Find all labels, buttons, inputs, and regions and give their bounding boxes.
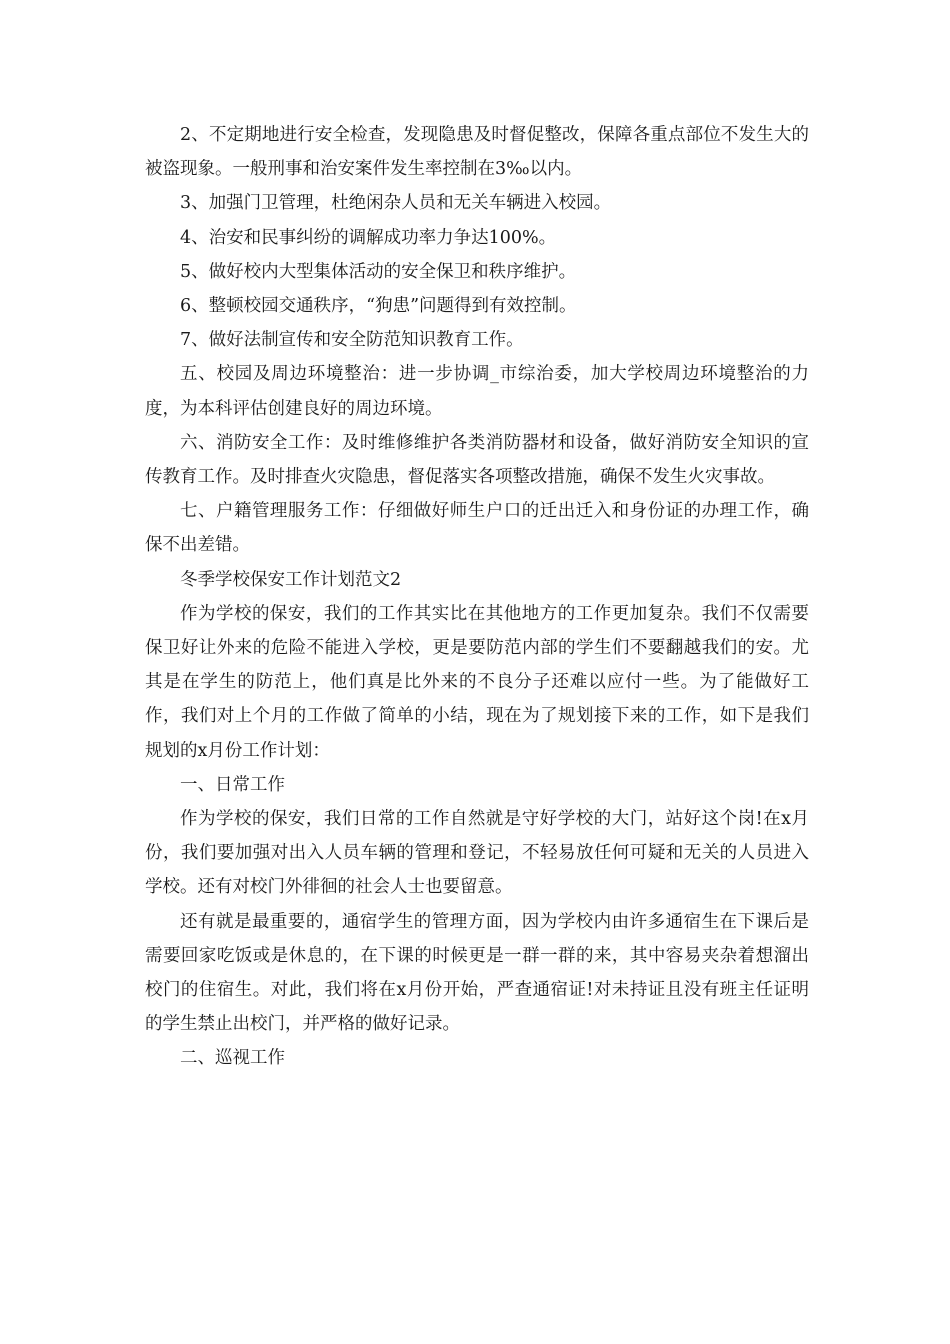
paragraph-intro: 作为学校的保安，我们的工作其实比在其他地方的工作更加复杂。我们不仅需要保卫好让外来的危险不能进入学校，更是要防范内部的学生们不要翻越我们的安。尤其是在学生的防范上，他们真是比外来的不良分子还难以应付一些。为了能做好工作，我们对上个月的工作做了简单的小结，现在为了规划接下来的工作，如下是我们规划的x月份工作计划： [145,603,809,761]
paragraph-item-4: 4、治安和民事纠纷的调解成功率力争达100%。 [180,227,557,248]
paragraph-section-6: 六、消防安全工作：及时维修维护各类消防器材和设备，做好消防安全知识的宣传教育工作。及时排查火灾隐患，督促落实各项整改措施，确保不发生火灾事故。 [145,432,809,488]
heading-daily-work: 一、日常工作 [180,774,285,795]
paragraph-item-2: 2、不定期地进行安全检查，发现隐患及时督促整改，保障各重点部位不发生大的被盗现象。一般刑事和治安案件发生率控制在3‰以内。 [145,125,809,180]
paragraph-section-7: 七、户籍管理服务工作：仔细做好师生户口的迁出迁入和身份证的办理工作，确保不出差错。 [145,501,809,556]
section-title: 冬季学校保安工作计划范文2 [180,569,402,590]
heading-patrol-work: 二、巡视工作 [180,1048,285,1069]
paragraph-section-5: 五、校园及周边环境整治：进一步协调_市综治委，加大学校周边环境整治的力度，为本科评估创建良好的周边环境。 [145,364,809,419]
paragraph-item-3: 3、加强门卫管理，杜绝闲杂人员和无关车辆进入校园。 [180,193,612,214]
paragraph-daily-work: 作为学校的保安，我们日常的工作自然就是守好学校的大门，站好这个岗!在x月份，我们要加强对出入人员车辆的管理和登记，不轻易放任何可疑和无关的人员进入学校。还有对校门外徘徊的社会人士也要留意。 [145,809,809,898]
paragraph-item-7: 7、做好法制宣传和安全防范知识教育工作。 [180,330,524,351]
paragraph-item-6: 6、整顿校园交通秩序，“狗患”问题得到有效控制。 [180,296,577,317]
paragraph-item-5: 5、做好校内大型集体活动的安全保卫和秩序维护。 [180,261,577,282]
document-body [145,118,809,1076]
paragraph-commuter-students: 还有就是最重要的，通宿学生的管理方面，因为学校内由许多通宿生在下课后是需要回家吃饭或是休息的，在下课的时候更是一群一群的来，其中容易夹杂着想溜出校门的住宿生。对此，我们将在x月份开始，严查通宿证!对未持证且没有班主任证明的学生禁止出校门，并严格的做好记录。 [145,911,809,1035]
